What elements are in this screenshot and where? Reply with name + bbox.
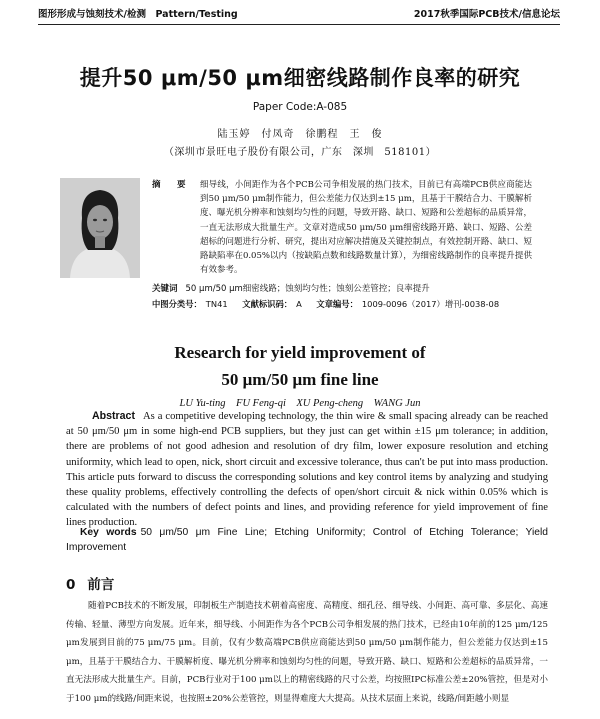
chinese-title: 提升50 μm/50 μm细密线路制作良率的研究: [79, 66, 521, 90]
header-rule: [38, 24, 560, 25]
clc-label: 中图分类号：: [152, 299, 202, 309]
chinese-affiliation: （深圳市景旺电子股份有限公司，广东 深圳 518101）: [163, 147, 437, 158]
keywords-cn-text: 50 μm/50 μm细密线路；蚀刻均匀性；蚀刻公差管控；良率提升: [185, 284, 430, 294]
keywords-en-label: Key words: [80, 527, 137, 538]
classification-line: [152, 298, 552, 310]
abstract-cn-label: 摘 要: [152, 180, 190, 190]
english-abstract: [66, 409, 548, 531]
header-left: 图形形成与蚀刻技术/检测 Pattern/Testing: [38, 9, 238, 20]
chinese-abstract: [152, 178, 532, 277]
section-title: 前言: [87, 577, 115, 593]
keywords-cn-label: 关键词: [152, 284, 178, 294]
author-photo: [60, 178, 140, 278]
abstract-en-text: As a competitive developing technology, the thin wire & small spacing already can be reached at 50 μm/50 μm in some high-end PCB suppliers, but they just can get within ±15 μm tolerance; in addition, there are problems of not good adhesion and resolution of dry film, lower exposure resolution and etching uniformity, which lead to open, nick, short circuit and excessive tolerance, thus can't be put into mass production. This article puts forward to discuss the corresponding solutions and key control items by analyzing and studying these quality problems, effectively controlling the defects of open/short circuit & nick within 0.05% which is calculated with the numbers of defect points and lines, and providing reference for yield improvement of fine lines production.: [66, 411, 548, 529]
clc-value: TN41: [205, 299, 228, 309]
body-paragraph: 随着PCB技术的不断发展，印制板生产制造技术朝着高密度、高精度、细孔径、细导线、小间距、高可靠、多层化、高速传输、轻量、薄型方向发展。近年来，细导线、小间距作为各个PCB公司争相发展的热门技术，已经由10年前的125 μm/125 μm发展到目前的75 μm/75 μm。目前，仅有少数高端PCB供应商能达到50 μm/50 μm制作能力，但公差能力仅达到±15 μm，且基于干膜结合力、干膜解析度、曝光机分辨率和蚀刻均匀性的问题，导致开路、缺口、短路和公差超标的品质异常，一直无法形成大批量生产。目前，PCB行业对于100 μm以上的精密线路的尺寸公差，均按照IPC标准公差±20%管控，但是对小于100 μm的线路/间距来说，也按照±20%公差管控，则显得难度大大提高。从技术层面上来说，线路/间距越小则显: [66, 601, 548, 704]
chinese-authors: 陆玉婷 付凤奇 徐鹏程 王 俊: [217, 129, 383, 140]
paper-code: Paper Code:A-085: [252, 101, 348, 113]
running-header: [38, 4, 560, 22]
keywords-en-text: 50 μm/50 μm Fine Line; Etching Uniformity; Control of Etching Tolerance; Yield Improvement: [66, 527, 549, 553]
chinese-keywords: [152, 282, 552, 294]
english-authors: LU Yu-ting FU Feng-qi XU Peng-cheng WANG Jun: [179, 398, 421, 409]
header-right: 2017秋季国际PCB技术/信息论坛: [413, 9, 560, 20]
doc-value: A: [296, 299, 302, 309]
english-keywords: [66, 525, 548, 555]
doc-label: 文献标识码：: [242, 299, 293, 309]
article-value: 1009-0096（2017）增刊-0038-08: [361, 299, 500, 309]
article-label: 文章编号：: [316, 299, 358, 309]
portrait-image: [60, 178, 140, 278]
english-title-line2: 50 μm/50 μm fine line: [221, 370, 379, 389]
section-heading: [66, 573, 126, 593]
section-number: 0: [66, 577, 76, 593]
abstract-en-label: Abstract: [92, 410, 135, 422]
abstract-cn-text: 细导线，小间距作为各个PCB公司争相发展的热门技术，目前已有高端PCB供应商能达到50 μm/50 μm制作能力，但公差能力仅达到±15 μm，且基于干膜结合力、干膜解析度、曝光机分辨率和蚀刻均匀性的问题，导致开路、缺口、短路和公差超标的品质异常，一直无法形成大批量生产。文章对造成50 μm/50 μm细密线路开路、缺口、短路、公差超标的问题进行分析、研究，提出对应解决措施及关键控制点，有效控制开路、缺口、短路缺陷率在0.05%以内（按缺陷点数和线路数量计算），为细密线路制作的良率提升提供有效参考。: [200, 180, 532, 276]
english-title-line1: Research for yield improvement of: [174, 343, 426, 362]
